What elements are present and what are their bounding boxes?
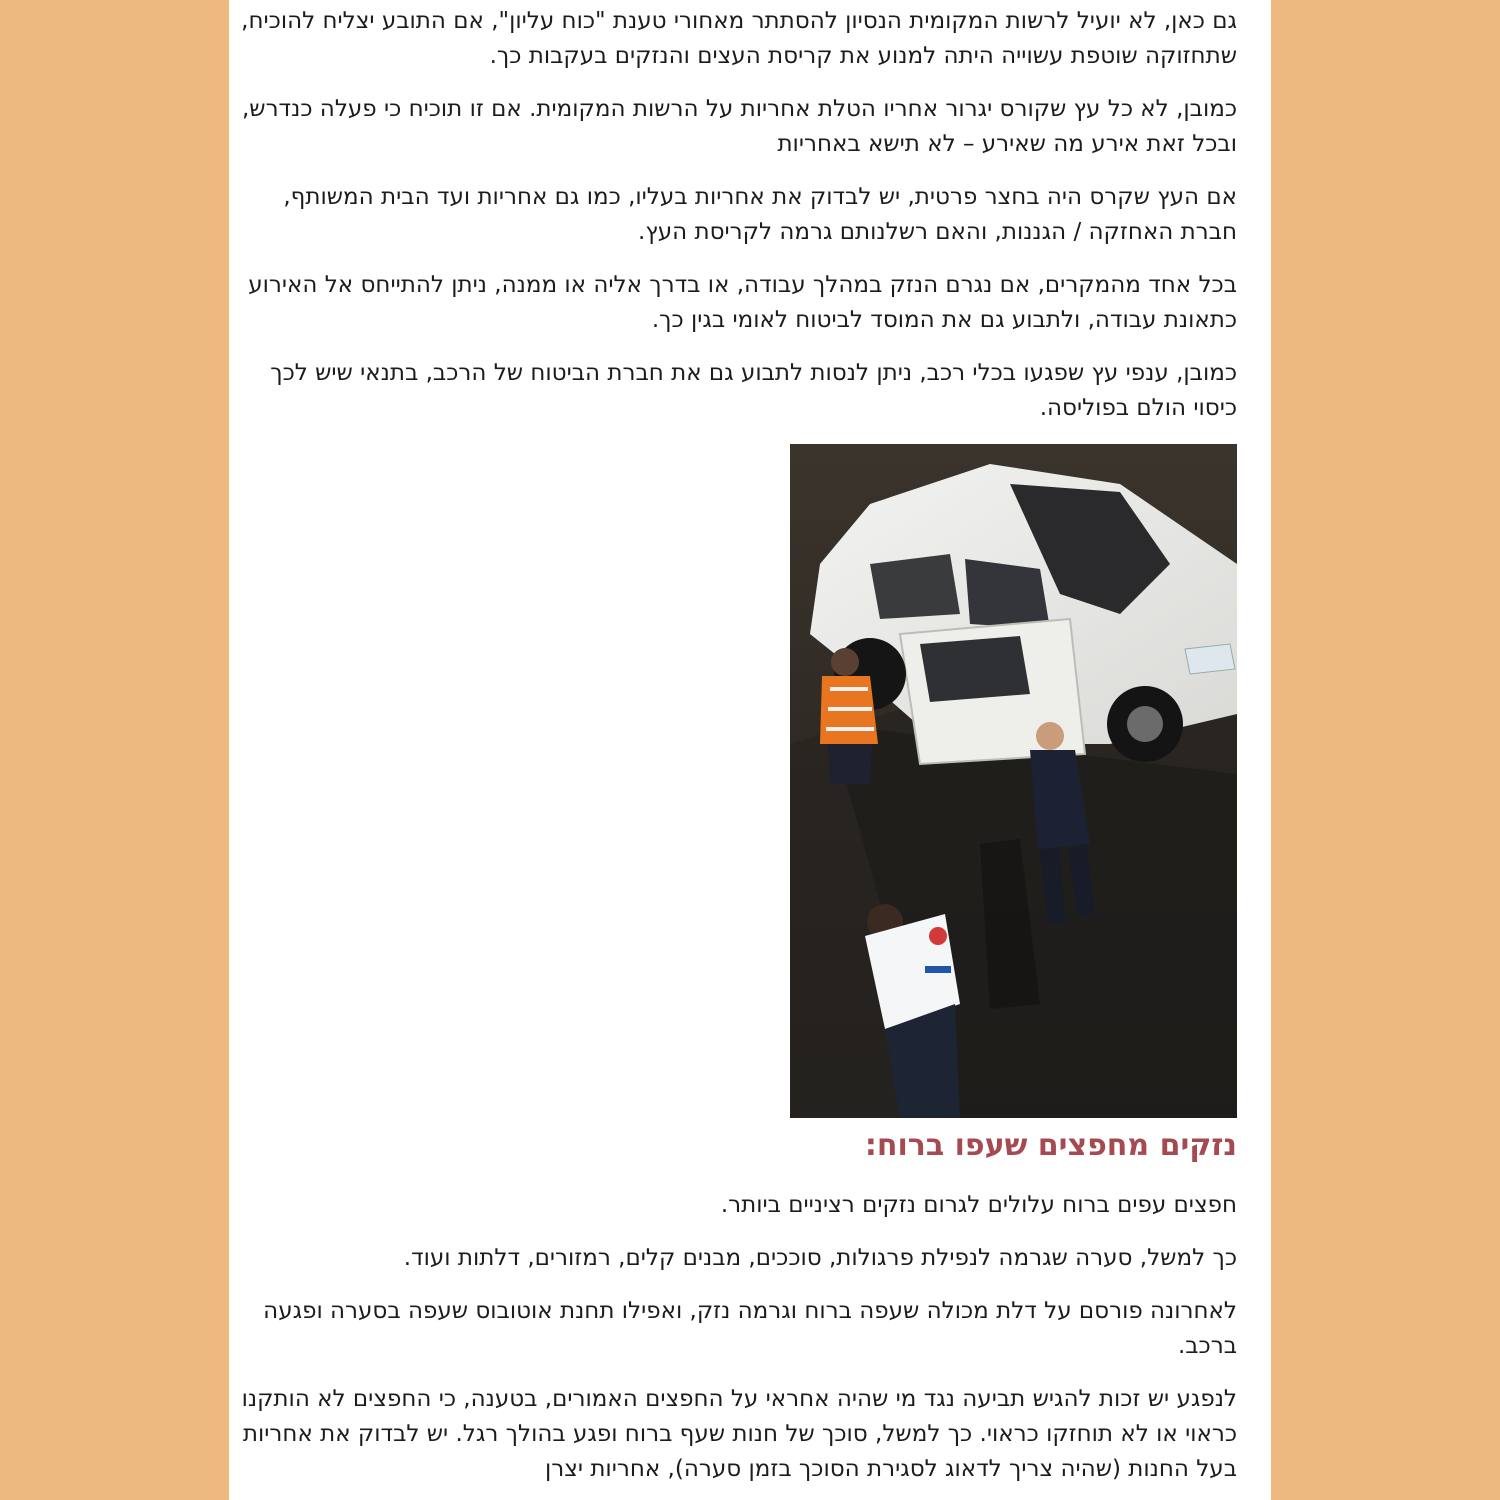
photo-illustration <box>790 444 1237 1118</box>
paragraph: בכל אחד מהמקרים, אם נגרם הנזק במהלך עבודה, או בדרך אליה או ממנה, ניתן להתייחס אל האירוע כתאונת עבודה, ולתבוע גם את המוסד לביטוח לאומי בגין כך. <box>248 272 1237 333</box>
paragraph: כמובן, ענפי עץ שפגעו בכלי רכב, ניתן לנסות לתבוע גם את חברת הביטוח של הרכב, בתנאי שיש לכך כיסוי הולם בפוליסה. <box>270 360 1237 421</box>
car-wheel-rim <box>1127 706 1163 742</box>
paragraph: חפצים עפים ברוח עלולים לגרום נזקים רציניים ביותר. <box>720 1192 1237 1218</box>
paragraph: כמובן, לא כל עץ שקורס יגרור אחריו הטלת אחריות על הרשות המקומית. אם זו תוכיח כי פעלה כנדרש, ובכל זאת אירע מה שאירע – לא תישא באחריות <box>241 96 1237 157</box>
paragraph: לנפגע יש זכות להגיש תביעה נגד מי שהיה אחראי על החפצים האמורים, בטענה, כי החפצים לא הותקנו כראוי או לא תוחזקו כראוי. כך למשל, סוכך של חנות שעף ברוח ופגע בהולך רגל. יש לבדוק את אחריות בעל החנות (שהיה צריך לדאוג לסגירת הסוכך בזמן סערה), אחריות יצרן <box>241 1386 1237 1482</box>
paragraph: לאחרונה פורסם על דלת מכולה שעפה ברוח וגרמה נזק, ואפילו תחנת אוטובוס שעפה בסערה ופגעה ברכב. <box>263 1298 1237 1359</box>
section-heading: נזקים מחפצים שעפו ברוח: <box>864 1128 1237 1163</box>
person-legs <box>828 744 872 784</box>
paragraph: גם כאן, לא יועיל לרשות המקומית הנסיון להסתתר מאחורי טענת "כוח עליון", אם התובע יצליח להוכיח, שתחזוקה שוטפת עשוייה היתה למנוע את קריסת העצים והנזקים בעקבות כך. <box>241 8 1237 69</box>
mda-logo-icon <box>929 927 947 945</box>
officer-head <box>1036 722 1064 750</box>
document-content <box>239 4 1237 1500</box>
car-headlight <box>1185 644 1235 674</box>
car-window <box>965 559 1050 629</box>
car-window <box>870 554 960 619</box>
paragraph: אם העץ שקרס היה בחצר פרטית, יש לבדוק את אחריות בעליו, כמו גם אחריות ועד הבית המשותף, חברת האחזקה / הגננות, והאם רשלנותם גרמה לקריסת העץ. <box>283 184 1237 245</box>
arm-band <box>925 966 951 973</box>
paragraph: כך למשל, סערה שגרמה לנפילת פרגולות, סוככים, מבנים קלים, רמזורים, דלתות ועוד. <box>403 1245 1237 1271</box>
person-head <box>831 648 859 676</box>
door-window <box>920 636 1030 702</box>
document-page <box>229 0 1271 1500</box>
accident-photo <box>790 444 1237 1118</box>
